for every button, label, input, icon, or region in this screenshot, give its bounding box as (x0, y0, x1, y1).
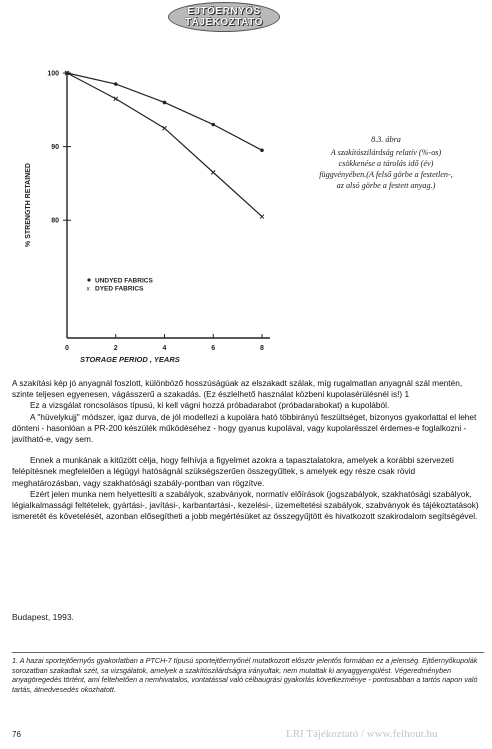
legend-marker-undyed (87, 278, 90, 281)
legend-label-dyed: DYED FABRICS (95, 285, 144, 293)
figure-caption (316, 134, 456, 191)
chart-axes (67, 73, 270, 338)
data-point-undyed (211, 123, 215, 127)
series-line-undyed (67, 73, 262, 150)
legend-marker-dyed: x (86, 285, 90, 293)
footnote: 1. A hazai sportejtőernyős gyakorlatban a PTCH-7 típusú sportejtőernyőnél mutatkozott először jelentős formában ez a jelenség. Ejtőernyőkupolák sorozatban szakadtak szét, sa vizsgálatok, amelyek a szakítószilárdságra irányultak, nem mutattak ki anyaggyengülést. Végeredményben anyagöregedés történt, ami feltehetően a nemhivatalos, vontatással való célbaugrási gyakorlás következménye - pontosabban a tartós napon való tartás, átnedvesedés okozhatott. (12, 656, 478, 694)
figure-caption-text: A szakítószilárdság relatív (%-os) csökkenése a tárolás idő (év) függvényében.(A felső görbe a festetlen-, az alsó görbe a festett anyag.) (319, 148, 453, 190)
x-tick-label: 6 (211, 345, 216, 352)
data-point-undyed (163, 101, 167, 105)
x-tick-label: 2 (113, 345, 118, 352)
series-layer (65, 71, 264, 219)
header-badge (168, 2, 280, 32)
chart-legend (87, 278, 154, 293)
data-point-undyed (260, 148, 264, 152)
header-line1: EJTŐERNYŐS (187, 6, 261, 17)
y-tick-label: 80 (51, 217, 59, 225)
footnote-divider (12, 652, 484, 653)
data-point-undyed (114, 82, 118, 86)
x-tick-label: 8 (260, 345, 264, 352)
series-line-dyed (67, 73, 262, 217)
paragraph-1: A szakítási kép jó anyagnál foszlott, különböző hosszúságúak az elszakadt szálak, míg rugalmatlan anyagnál szál mentén, szinte teljesen egyenesen, vágásszerű a szakadás. (Ez észlelhető használat közbeni kupolasérülésnél is!) 1 (12, 378, 463, 400)
y-tick-label: 90 (51, 144, 59, 152)
strength-chart (0, 40, 300, 370)
paragraph-2: Ez a vizsgálat roncsolásos típusú, ki kell vágni hozzá próbadarabot (próbadarabokat) a kupolából. (30, 400, 390, 411)
page-number: 76 (12, 730, 21, 739)
data-point-dyed (163, 126, 167, 130)
data-point-dyed (260, 215, 264, 219)
x-axis-label: STORAGE PERIOD , YEARS (80, 355, 180, 364)
body-text (12, 378, 482, 522)
date-line: Budapest, 1993. (12, 612, 74, 622)
paragraph-4: Ennek a munkának a kitűzött célja, hogy felhívja a figyelmet azokra a tapasztalatokra, amelyek a korábbi szervezeti felépítésnek megfelelően a légügyi hatóságnál szükségszerűen összegyűltek, s amelyek egy része csak rövid meghatározásban, vagy szakhatósági szabály-pontban van rögzítve. (12, 455, 454, 488)
data-point-dyed (211, 170, 215, 174)
header-line2: TÁJÉKOZTATÓ (185, 17, 263, 28)
legend-label-undyed: UNDYED FABRICS (95, 277, 153, 285)
data-point-dyed (114, 97, 118, 101)
paragraph-5: Ezért jelen munka nem helyettesíti a szabályok, szabványok, normatív előírások (jogszabályok, szakhatósági szabályok, légialkalmassági feltételek, gyártási-, javítási-, karbantartási-, kezelési-, üzemeltetési szabályok, szabványok és tájékoztatások) ismeretét és követelését, azonban elősegítheti a jobb megértésüket az összegyűjtött és hivatkozott szakirodalom segítségével. (12, 488, 479, 522)
x-ticks (65, 334, 264, 352)
figure-number: 8.3. ábra (371, 135, 401, 144)
y-axis-label: % STRENGTH RETAINED (25, 163, 32, 247)
x-tick-label: 0 (65, 345, 69, 352)
paragraph-3: A "hüvelykujj" módszer, igaz durva, de jól modellezi a kupolára ható többirányú feszültséget, bizonyos gyakorlattal el lehet dönteni - hasonlóan a PR-200 készülék működéséhez - hogy gyanus kupolával, vagy kupolarésszel érdemes-e foglalkozni - javítható-e, vagy sem. (12, 411, 477, 445)
y-tick-label: 100 (47, 70, 59, 78)
x-tick-label: 4 (162, 345, 167, 352)
watermark: LRI Tájékoztató / www.felhout.hu (286, 728, 438, 740)
